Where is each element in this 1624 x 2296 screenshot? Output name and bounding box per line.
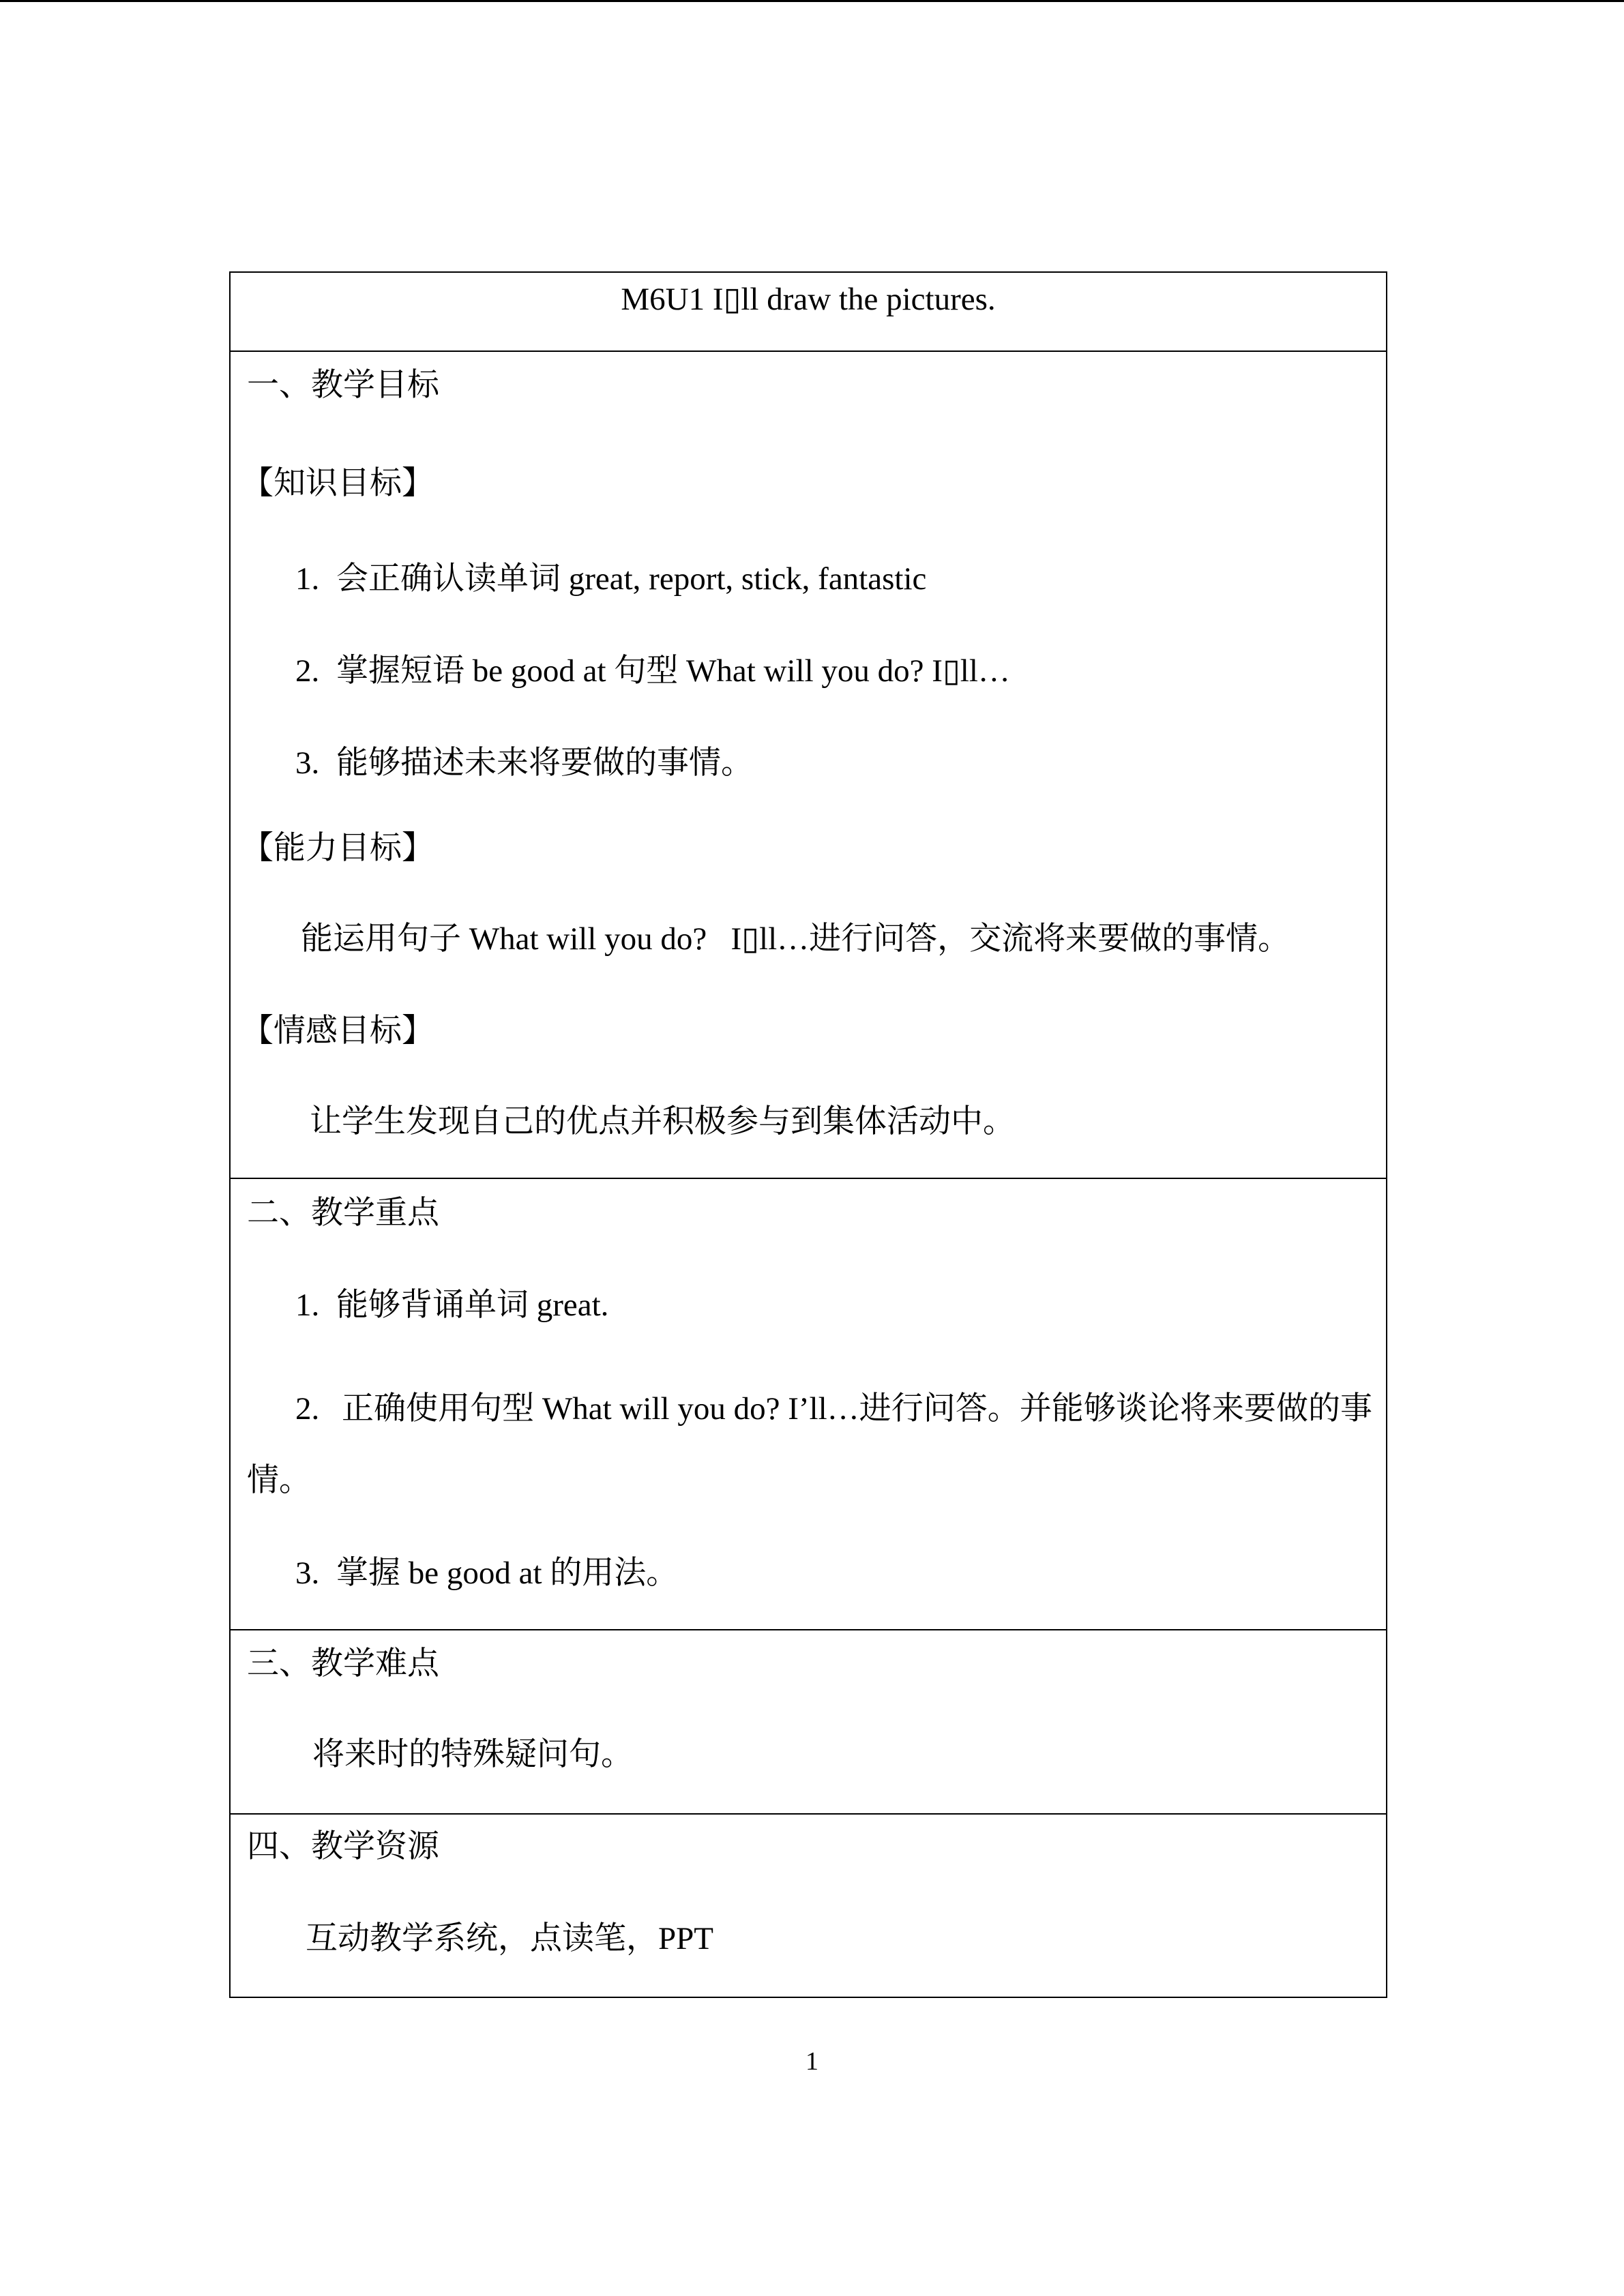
item-number: 1. [295,1287,320,1323]
lesson-title: M6U1 I▯ll draw the pictures. [621,282,996,317]
emotion-goals-text: 让学生发现自己的优点并积极参与到集体活动中。 [310,1104,1015,1139]
knowledge-goal-item [295,651,1010,691]
knowledge-goal-item [295,558,926,599]
item-number: 3. [295,745,320,781]
item-text: 掌握短语 be good at 句型 What will you do? I▯ll… [336,653,1010,689]
item-text: 正确使用句型 What will you do? I’ll…进行问答。并能够谈论将来要做的事情。 [247,1391,1372,1498]
knowledge-goals-heading: 【知识目标】 [241,466,434,501]
key-point-item [295,1553,678,1594]
item-number: 2. [295,1391,320,1427]
item-text: 能够描述未来将要做的事情。 [336,745,753,781]
ability-goals-text: 能运用句子 What will you do? I▯ll…进行问答，交流将来要做的事情。 [301,921,1290,957]
resources-text: 互动教学系统，点读笔，PPT [306,1921,713,1956]
difficulties-heading: 三、教学难点 [247,1646,439,1682]
lesson-plan-table [229,271,1387,1998]
item-number: 3. [295,1555,320,1591]
knowledge-goal-item [295,743,753,784]
page-number: 1 [806,2047,818,2076]
difficulties-row [231,1629,1386,1813]
item-number: 2. [295,653,320,689]
resources-heading: 四、教学资源 [247,1829,439,1864]
top-edge-line [0,0,1624,2]
item-number: 1. [295,561,320,597]
objectives-heading: 一、教学目标 [247,368,439,403]
key-point-item [295,1285,608,1326]
item-text: 会正确认读单词 great, report, stick, fantastic [336,561,927,597]
difficulties-text: 将来时的特殊疑问句。 [312,1737,633,1772]
key-point-item [247,1373,1372,1517]
objectives-row [231,351,1386,1178]
key-points-heading: 二、教学重点 [247,1195,439,1231]
ability-goals-heading: 【能力目标】 [241,831,434,866]
emotion-goals-heading: 【情感目标】 [241,1013,434,1049]
item-text: 掌握 be good at 的用法。 [336,1555,679,1591]
resources-row [231,1813,1386,1997]
key-points-row [231,1178,1386,1629]
item-text: 能够背诵单词 great. [336,1287,609,1323]
title-row [231,273,1386,351]
